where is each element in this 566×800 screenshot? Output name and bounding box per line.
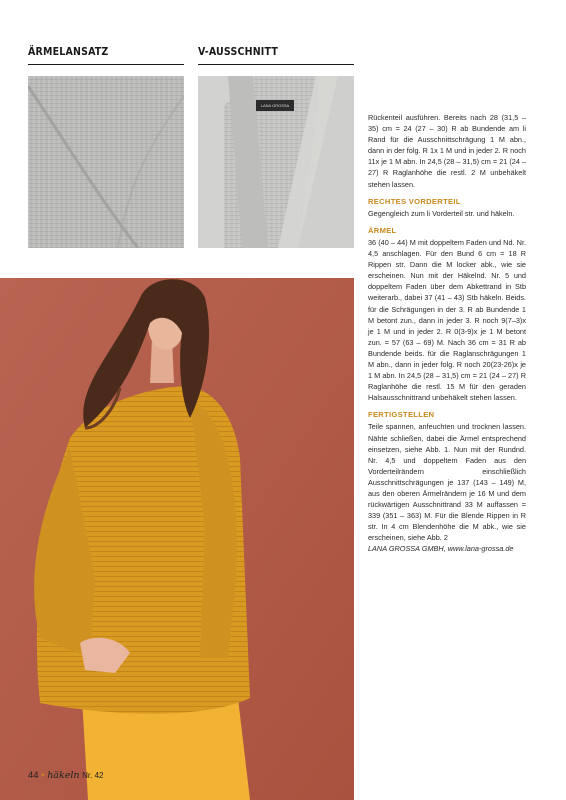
- heading-sleeve: ÄRMEL: [368, 225, 397, 235]
- main-model-photo: [0, 278, 354, 800]
- sleeve-paragraph: 36 (40 – 44) M mit doppeltem Faden und Nd. Nr. 4,5 anschlagen. Für den Bund 6 cm = 18 R Rippen str. Dann die M locker abk., wie sie erscheinen. Nun mit der Häkelnd. Nr. 5 und doppeltem Faden über dem Abkettrand in Stb weiterarb., dabei 37 (41 – 43) Stb häkeln. Beids. für die Schrägungen in der 3. R ab Bundende 1 M betont zun., dann in jeder 3. R noch 9(7–3)x je 1 M und in jeder 2. R 0(3-9)x je 1 M betont zun. = 57 (63 – 69) M. Nach 36 cm = 31 R ab Bundende beids. für die Raglanschrägungen 1 M abn., dann in jeder folg. R noch 20(23-26)x je 1 M abn. In 24,5 (28 – 31,5) cm = 21 (24 – 27) R Raglanhöhe die restl. 15 M für den geraden Halsausschnittrand unbehäkelt stehen lassen.: [368, 237, 526, 403]
- brand-label: LANA GROSSA: [256, 100, 294, 111]
- footer-bullet: •: [41, 770, 45, 781]
- raglan-seam-drawing: [28, 76, 184, 248]
- section-rule-right: [198, 64, 354, 65]
- page-footer: [28, 770, 104, 781]
- credit-line: LANA GROSSA GMBH, www.lana-grossa.de: [368, 544, 514, 554]
- heading-right-front: RECHTES VORDERTEIL: [368, 196, 461, 206]
- magazine-name: häkeln: [47, 770, 80, 781]
- back-panel-paragraph: Rückenteil ausführen. Bereits nach 28 (31,5 – 35) cm = 24 (27 – 30) R ab Bundende am li Rand für die Ausschnittschrägung 1 M abn., dann in der folg. R 1x 1 M und in jeder 2. R noch 11x je 1 M abn. In 24,5 (28 – 31,5) cm = 21 (24 – 27) R Raglanhöhe die restl. 2 M unbehäkelt stehen lassen.: [368, 113, 526, 189]
- section-title-v-neck: V-AUSSCHNITT: [198, 46, 279, 58]
- photo-vneck-detail: [198, 76, 354, 248]
- right-front-paragraph: Gegengleich zum li Vorderteil str. und häkeln.: [368, 208, 515, 218]
- finishing-paragraph: Teile spannen, anfeuchten und trocknen lassen. Nähte schließen, dabei die Ärmel entsprechend einsetzen, siehe Abb. 1. Nun mit der Rundnd. Nr. 4,5 und doppeltem Faden aus den Vorderteilrändern einschließlich Ausschnittschrägungen je 137 (143 – 149) M, aus den oberen Ärmelrändern je 16 M und dem rückwärtigen Ausschnittrand 33 M auffassen = 339 (351 – 363) M. Für die Blende Rippen in R str. In 4 cm Blendenhöhe die M abk., wie sie erscheinen, siehe Abb. 2: [368, 422, 526, 543]
- heading-finishing: FERTIGSTELLEN: [368, 410, 435, 420]
- instruction-text-column: [368, 112, 526, 555]
- model-illustration: [0, 278, 354, 800]
- photo-sleeve-detail: [28, 76, 184, 248]
- issue-number: Nr. 42: [82, 771, 104, 780]
- section-title-sleeve-set: ÄRMELANSATZ: [28, 46, 109, 58]
- section-rule-left: [28, 64, 184, 65]
- page-number: 44: [28, 770, 39, 781]
- watermark-text: PassionForum.ru: [481, 781, 558, 792]
